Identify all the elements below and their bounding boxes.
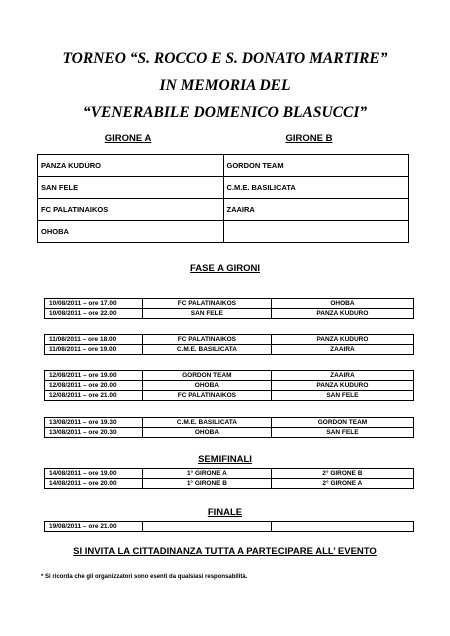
groups-table [37, 154, 409, 243]
table-row [45, 299, 414, 309]
match-datetime: 14/08/2011 – ore 19.00 [45, 469, 143, 479]
table-row [45, 345, 414, 355]
home-team: GORDON TEAM [142, 371, 271, 381]
invite-text: SI INVITA LA CITTADINANZA TUTTA A PARTECIPARE ALL’ EVENTO [73, 546, 377, 557]
home-team: C.M.E. BASILICATA [142, 345, 271, 355]
title-line-1: TORNEO “S. ROCCO E S. DONATO MARTIRE” [62, 50, 388, 67]
table-row [45, 479, 414, 489]
table-row [45, 428, 414, 438]
group-a-team: FC PALATINAIKOS [38, 199, 224, 221]
semifinals-table [44, 468, 414, 489]
match-day-table [44, 370, 414, 401]
away-team: 2° GIRONE A [271, 479, 413, 489]
away-team: PANZA KUDURO [271, 381, 413, 391]
match-datetime: 10/08/2011 – ore 17.00 [45, 299, 143, 309]
table-row [45, 391, 414, 401]
match-datetime: 10/08/2011 – ore 22.00 [45, 309, 143, 319]
table-row [45, 469, 414, 479]
match-datetime: 14/08/2011 – ore 20.00 [45, 479, 143, 489]
semifinals-heading: SEMIFINALI [198, 454, 252, 465]
home-team: C.M.E. BASILICATA [142, 418, 271, 428]
match-datetime: 19/08/2011 – ore 21.00 [45, 522, 143, 532]
match-day-table [44, 334, 414, 355]
match-day-table [44, 298, 414, 319]
home-team: FC PALATINAIKOS [142, 335, 271, 345]
home-team: 1° GIRONE B [143, 479, 272, 489]
home-team [143, 522, 272, 532]
away-team: 2° GIRONE B [271, 469, 413, 479]
match-datetime: 12/08/2011 – ore 21.00 [45, 391, 143, 401]
match-datetime: 11/08/2011 – ore 18.00 [45, 335, 143, 345]
table-row [38, 199, 409, 221]
title-line-3: “VENERABILE DOMENICO BLASUCCI” [82, 104, 368, 121]
table-row [45, 371, 414, 381]
away-team: GORDON TEAM [271, 418, 413, 428]
match-day-table [44, 417, 414, 438]
match-datetime: 12/08/2011 – ore 19.00 [45, 371, 143, 381]
match-datetime: 12/08/2011 – ore 20.00 [45, 381, 143, 391]
away-team [271, 522, 413, 532]
home-team: FC PALATINAIKOS [142, 299, 271, 309]
home-team: OHOBA [142, 381, 271, 391]
home-team: OHOBA [142, 428, 271, 438]
home-team: 1° GIRONE A [143, 469, 272, 479]
group-a-team: OHOBA [38, 221, 224, 243]
group-b-team: GORDON TEAM [223, 155, 409, 177]
table-row [45, 309, 414, 319]
group-stage-heading: FASE A GIRONI [189, 263, 261, 274]
away-team: SAN FELE [271, 391, 413, 401]
table-row [45, 381, 414, 391]
group-a-heading: GIRONE A [104, 133, 152, 144]
group-b-team: C.M.E. BASILICATA [223, 177, 409, 199]
table-row [45, 418, 414, 428]
away-team: ZAAIRA [271, 371, 413, 381]
home-team: FC PALATINAIKOS [142, 391, 271, 401]
match-datetime: 13/08/2011 – ore 19.30 [45, 418, 143, 428]
table-row [38, 177, 409, 199]
group-b-team [223, 221, 409, 243]
away-team: SAN FELE [271, 428, 413, 438]
table-row [38, 221, 409, 243]
final-heading: FINALE [207, 507, 243, 518]
match-datetime: 13/08/2011 – ore 20.30 [45, 428, 143, 438]
disclaimer-note: * Si ricorda che gli organizzatori sono esenti da qualsiasi responsabilità. [41, 574, 248, 580]
table-row [38, 155, 409, 177]
away-team: PANZA KUDURO [271, 335, 413, 345]
away-team: OHOBA [271, 299, 413, 309]
group-a-team: PANZA KUDURO [38, 155, 224, 177]
away-team: PANZA KUDURO [271, 309, 413, 319]
table-row [45, 335, 414, 345]
title-line-2: IN MEMORIA DEL [159, 77, 291, 94]
group-b-heading: GIRONE B [285, 133, 333, 144]
match-datetime: 11/08/2011 – ore 19.00 [45, 345, 143, 355]
home-team: SAN FELE [142, 309, 271, 319]
table-row [45, 522, 414, 532]
group-b-team: ZAAIRA [223, 199, 409, 221]
away-team: ZAAIRA [271, 345, 413, 355]
final-table [44, 521, 414, 532]
group-a-team: SAN FELE [38, 177, 224, 199]
